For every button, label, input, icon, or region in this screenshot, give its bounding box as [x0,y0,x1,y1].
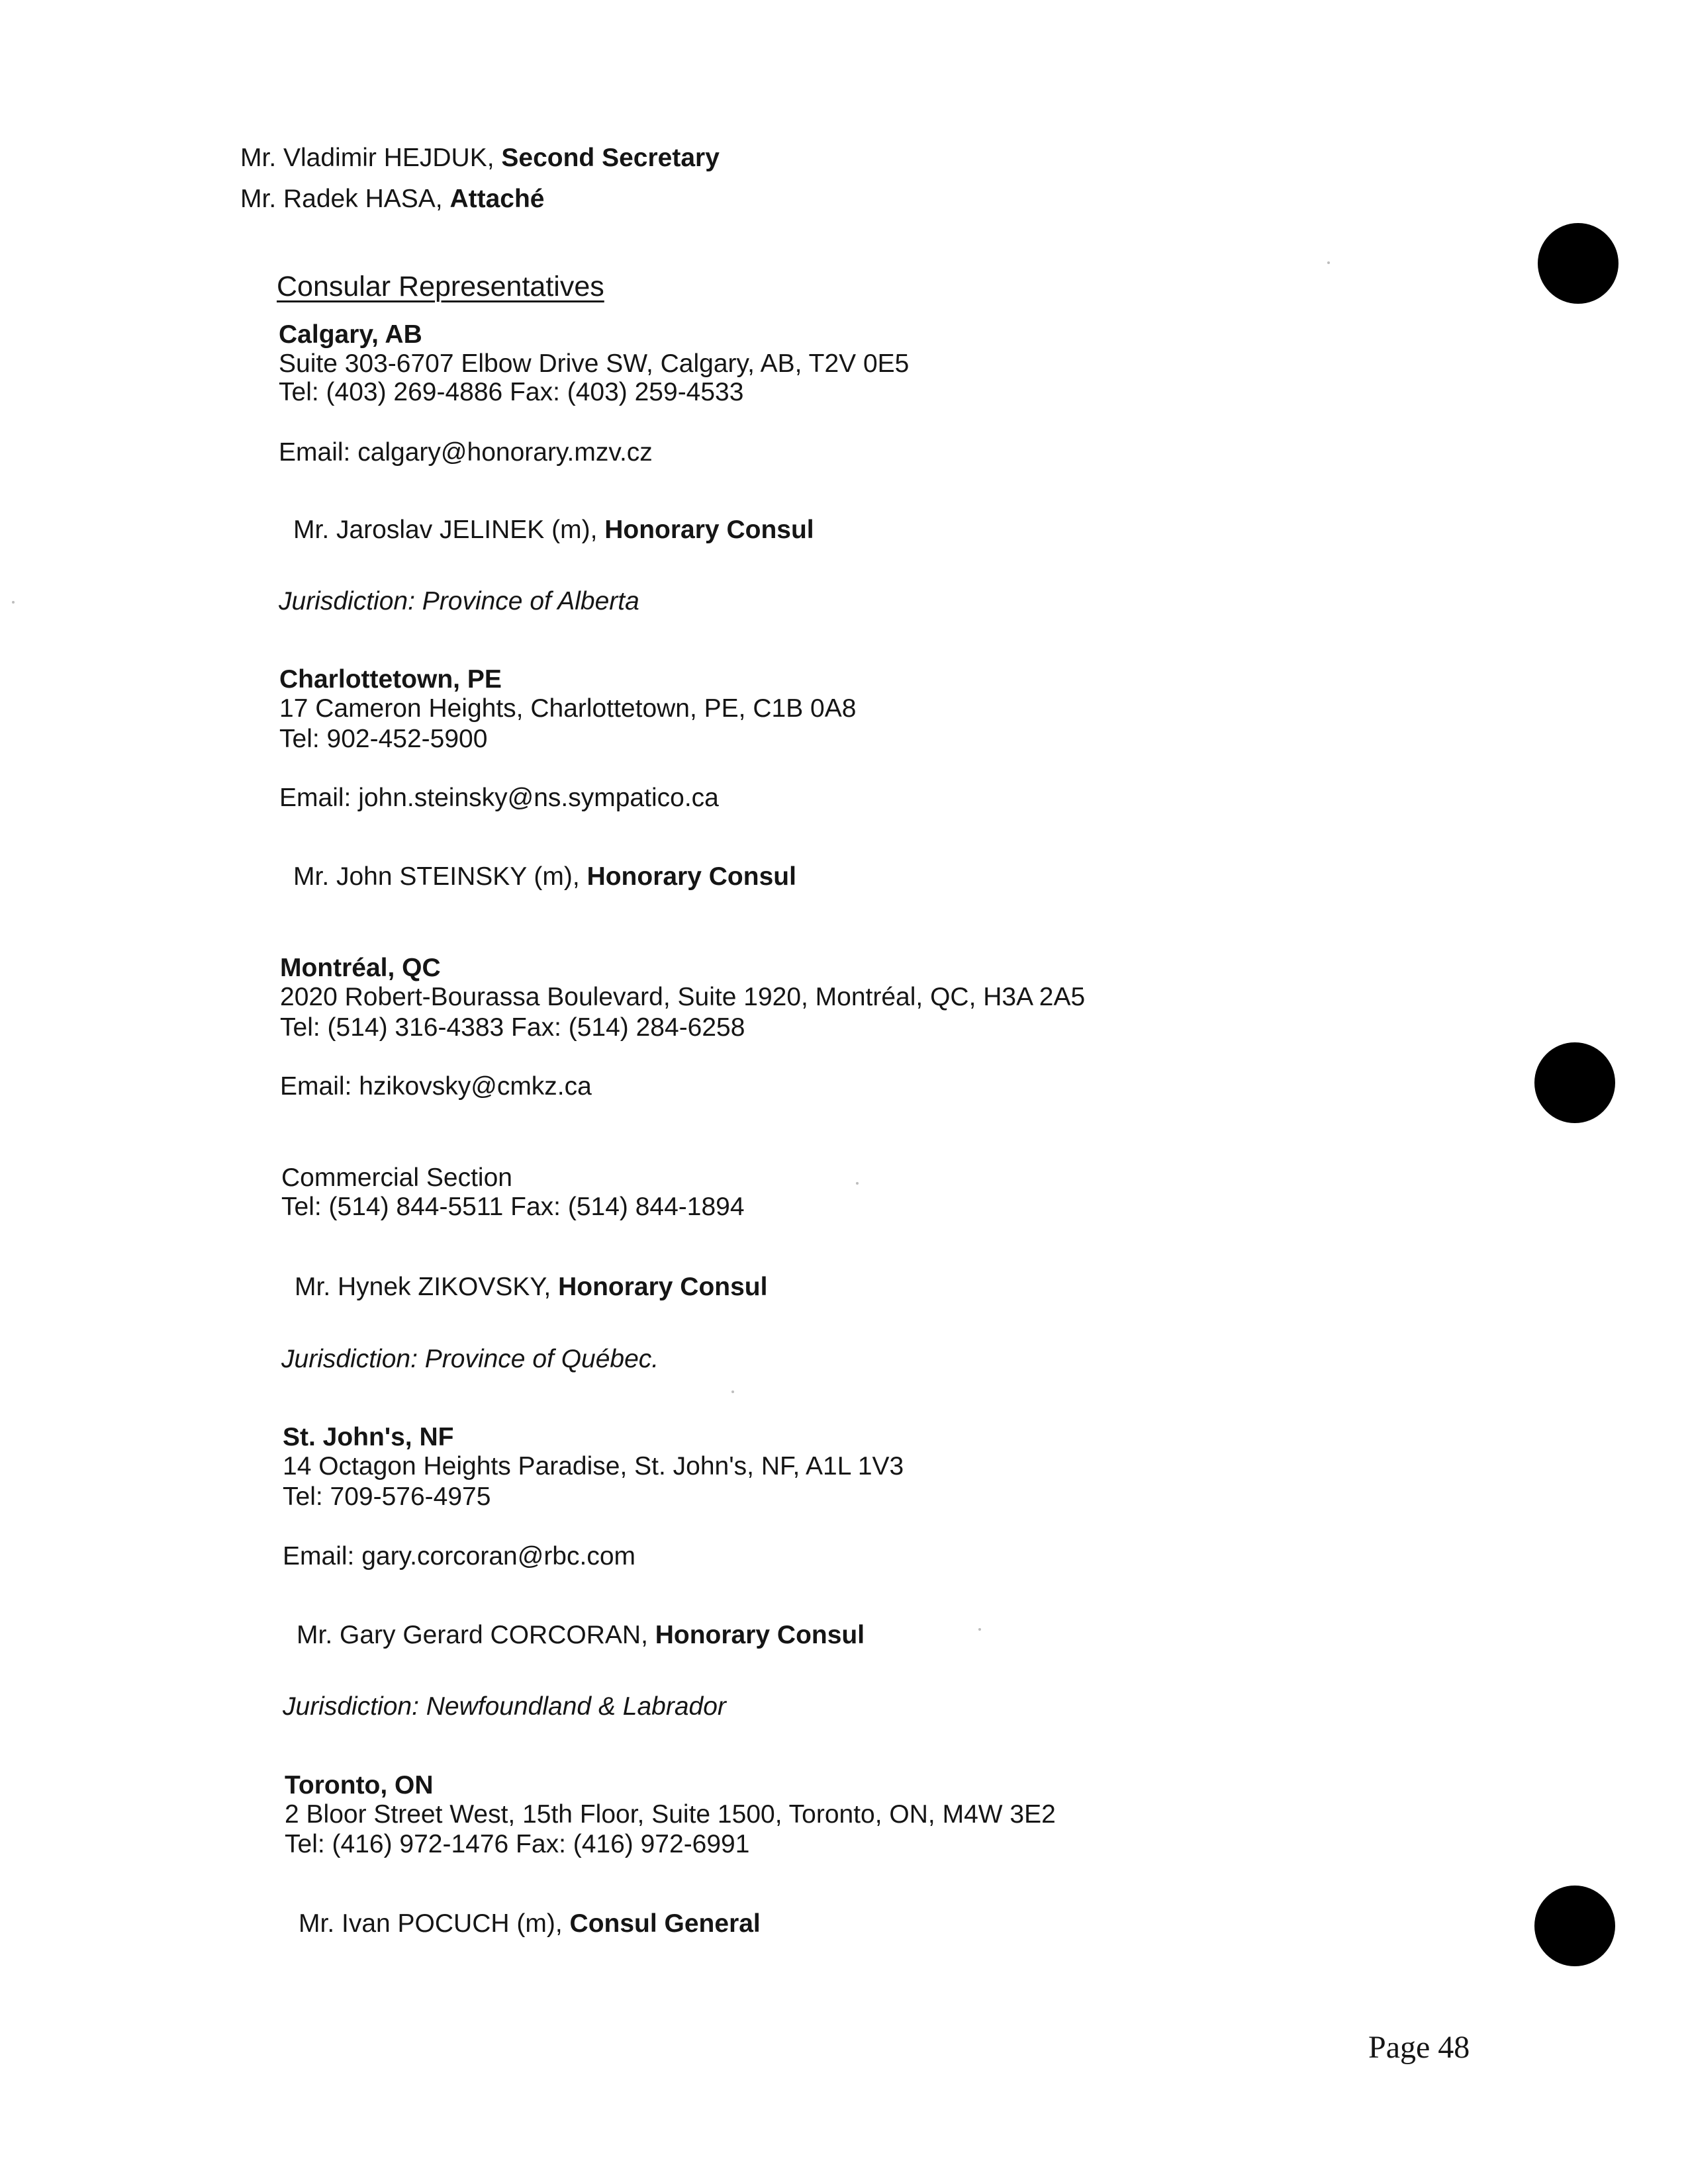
jurisdiction-label: Jurisdiction: [279,587,415,615]
staff-line-hejduk [240,145,720,171]
consulate-phone: Tel: (416) 972-1476 Fax: (416) 972-6991 [285,1830,750,1858]
consul-line [293,864,796,889]
consul-title: Honorary Consul [558,1273,768,1301]
jurisdiction-label: Jurisdiction: [281,1345,418,1373]
consulate-address: Suite 303-6707 Elbow Drive SW, Calgary, AB, T2V 0E5 [279,349,910,378]
jurisdiction [279,588,639,614]
consul-line [293,517,814,543]
consul-title: Consul General [569,1909,761,1938]
punch-hole [1538,223,1618,304]
consulate-phone: Tel: (403) 269-4886 Fax: (403) 259-4533 [279,378,744,406]
consul-line [295,1274,767,1300]
jurisdiction-label: Jurisdiction: [283,1692,419,1721]
consul-title: Honorary Consul [604,516,814,544]
consul-name: Mr. John STEINSKY (m), [293,862,587,891]
consul-line [299,1911,761,1936]
punch-hole [1534,1042,1615,1123]
scan-speck [1327,261,1330,264]
consulate-city: Calgary, AB [279,320,422,349]
consulate-phone: Tel: (514) 316-4383 Fax: (514) 284-6258 [280,1013,745,1042]
consul-title: Honorary Consul [655,1621,865,1649]
jurisdiction-value: Province of Québec. [417,1345,659,1373]
staff-name: Mr. Radek HASA, [240,185,450,213]
punch-hole [1534,1886,1615,1966]
consulate-email: Email: gary.corcoran@rbc.com [283,1542,636,1570]
commercial-section-phone: Tel: (514) 844-5511 Fax: (514) 844-1894 [281,1193,745,1221]
staff-title: Second Secretary [501,144,720,172]
consul-name: Mr. Jaroslav JELINEK (m), [293,516,605,544]
scan-speck [856,1182,859,1185]
jurisdiction-value: Newfoundland & Labrador [418,1692,726,1721]
consulate-city: Charlottetown, PE [279,665,502,694]
consulate-email: Email: calgary@honorary.mzv.cz [279,438,653,467]
consulate-address: 14 Octagon Heights Paradise, St. John's, NF, A1L 1V3 [283,1452,904,1480]
consulate-phone: Tel: 902-452-5900 [279,725,488,753]
consulate-city: Montréal, QC [280,954,441,982]
jurisdiction [283,1694,726,1719]
consulate-phone: Tel: 709-576-4975 [283,1482,491,1511]
consul-line [297,1622,865,1648]
consulate-address: 2020 Robert-Bourassa Boulevard, Suite 1920, Montréal, QC, H3A 2A5 [280,983,1086,1011]
scan-speck [12,601,15,604]
jurisdiction-value: Province of Alberta [414,587,639,615]
staff-name: Mr. Vladimir HEJDUK, [240,144,502,172]
scan-speck [978,1628,981,1631]
consulate-city: Toronto, ON [285,1771,434,1799]
staff-title: Attaché [449,185,545,213]
consulate-email: Email: hzikovsky@cmkz.ca [280,1072,592,1101]
staff-line-hasa [240,186,544,212]
consulate-email: Email: john.steinsky@ns.sympatico.ca [279,784,719,812]
page-number: Page 48 [1368,2030,1470,2065]
consul-title: Honorary Consul [586,862,796,891]
jurisdiction [281,1346,659,1372]
consulate-address: 17 Cameron Heights, Charlottetown, PE, C1B 0A8 [279,694,857,723]
consulate-city: St. John's, NF [283,1423,454,1451]
consul-name: Mr. Gary Gerard CORCORAN, [297,1621,655,1649]
consulate-address: 2 Bloor Street West, 15th Floor, Suite 1500, Toronto, ON, M4W 3E2 [285,1800,1056,1829]
scan-speck [731,1390,734,1393]
consul-name: Mr. Ivan POCUCH (m), [299,1909,570,1938]
section-heading: Consular Representatives [277,271,604,302]
commercial-section: Commercial Section [281,1163,512,1192]
consul-name: Mr. Hynek ZIKOVSKY, [295,1273,559,1301]
